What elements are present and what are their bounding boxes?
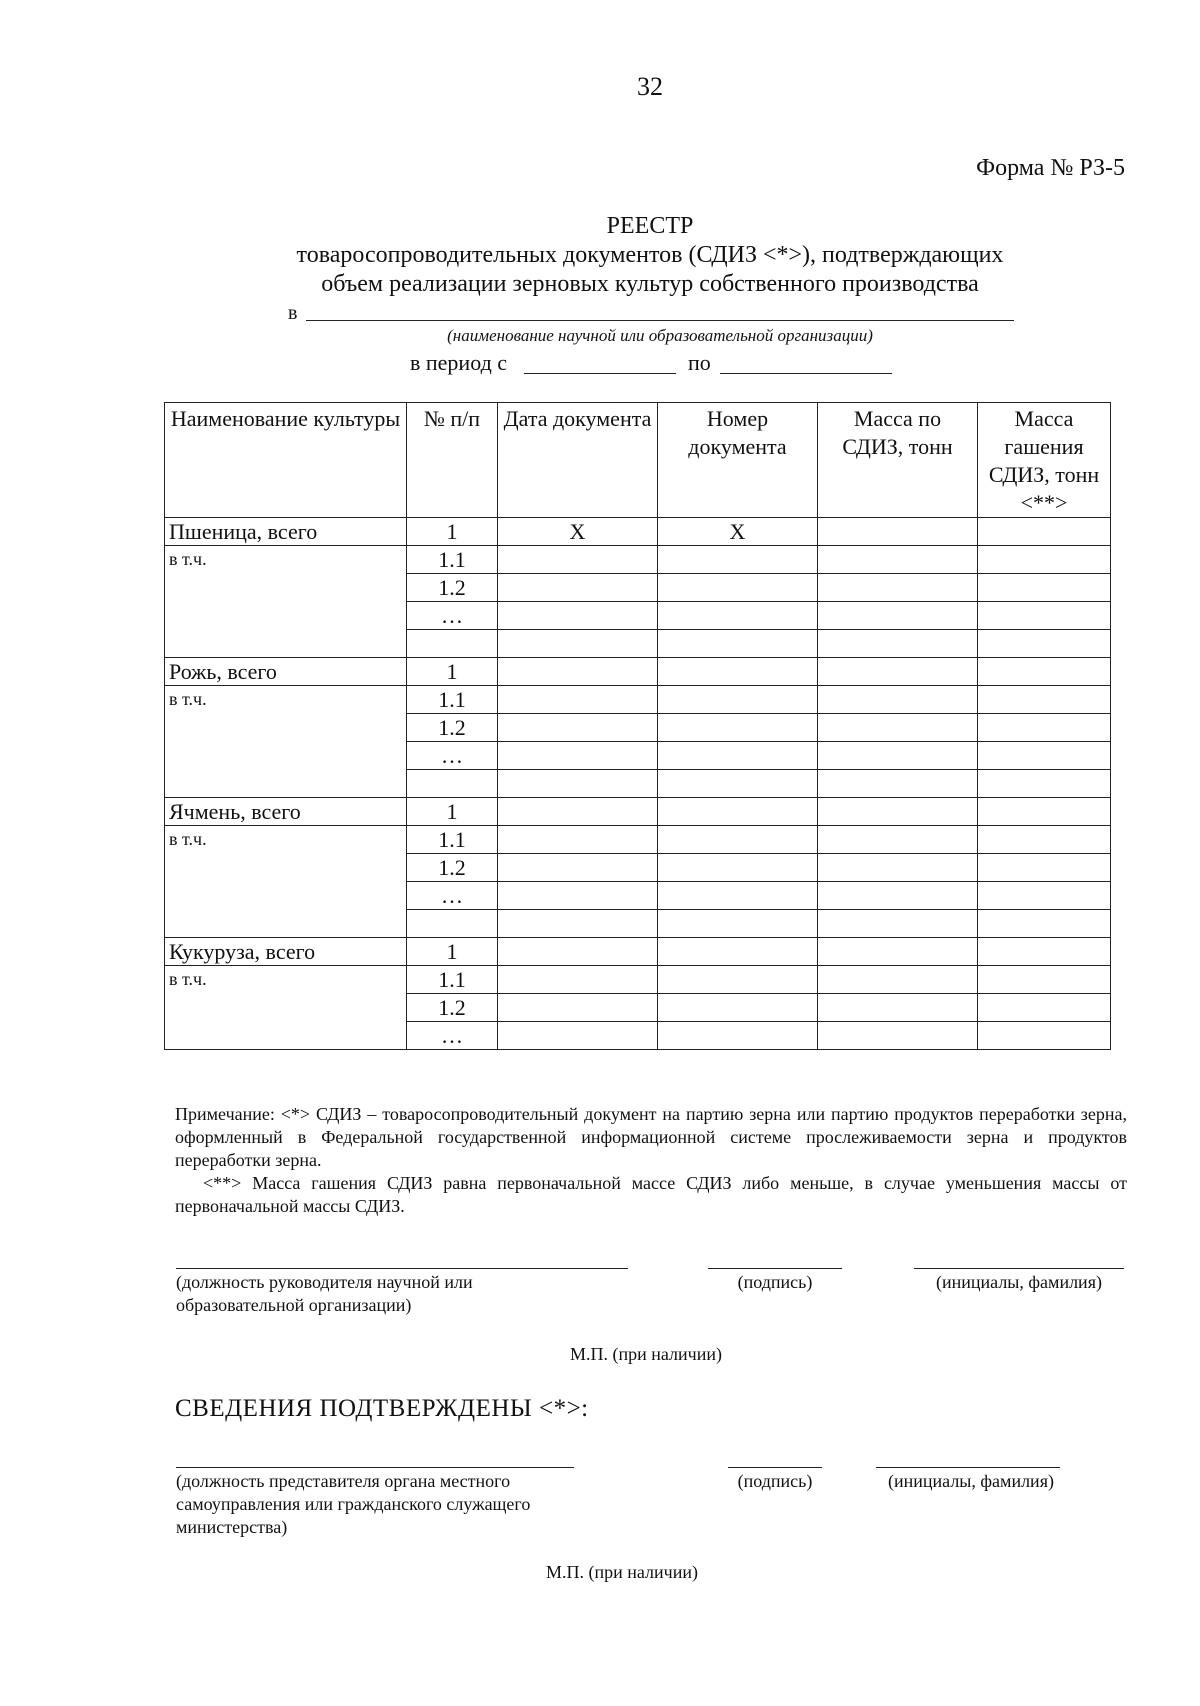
culture-name: Рожь, всего [165,658,407,686]
doc-number-cell[interactable] [658,994,818,1022]
mass-cell[interactable] [818,742,978,770]
doc-number-cell[interactable] [658,826,818,854]
footnote-sdiz: Примечание: <*> СДИЗ – товаросопроводительный документ на партию зерна или партию продуктов переработки зерна, оформленный в Федеральной государственной информационной системе прослеживаемости зерна и продуктов переработки зерна. [175,1104,1127,1170]
table-row [165,826,1111,854]
row-number [407,770,498,798]
table-row [165,938,1111,966]
cancel-mass-cell[interactable] [978,686,1111,714]
period-to-label: по [688,350,711,375]
table-row [165,518,1111,546]
column-header-culture: Наименование культуры [165,403,407,518]
column-header-cancel-mass: Масса гашения СДИЗ, тонн <**> [978,403,1111,518]
mass-cell[interactable] [818,826,978,854]
row-number: … [407,882,498,910]
mass-cell[interactable] [818,770,978,798]
registry-subtitle-line1: товаросопроводительных документов (СДИЗ <*>), подтверждающих [296,242,1004,268]
date-cell[interactable] [498,714,658,742]
column-header-doc-number: Номер документа [658,403,818,518]
registry-table [164,402,1111,1050]
doc-number-cell[interactable] [658,602,818,630]
table-row [165,546,1111,574]
cancel-mass-cell[interactable] [978,714,1111,742]
name-caption: (инициалы, фамилия) [936,1272,1102,1292]
form-number: Форма № РЗ-5 [976,155,1125,181]
culture-name: Кукуруза, всего [165,938,407,966]
signature-line[interactable] [728,1467,822,1468]
cancel-mass-cell[interactable] [978,1022,1111,1050]
signature-caption: (подпись) [737,1471,813,1491]
date-cell[interactable] [498,854,658,882]
doc-number-cell[interactable] [658,770,818,798]
doc-number-cell[interactable] [658,966,818,994]
doc-number-cell[interactable] [658,546,818,574]
cancel-mass-cell[interactable] [978,854,1111,882]
page-number: 32 [637,72,663,101]
cancel-mass-cell[interactable] [978,882,1111,910]
doc-number-cell[interactable] [658,882,818,910]
row-number: 1.2 [407,574,498,602]
doc-number-cell[interactable] [658,938,818,966]
row-number: 1.2 [407,994,498,1022]
date-cell[interactable] [498,658,658,686]
mass-cell[interactable] [818,882,978,910]
date-cell[interactable] [498,882,658,910]
doc-number-cell[interactable] [658,854,818,882]
stamp-note: М.П. (при наличии) [570,1344,722,1364]
doc-number-cell[interactable] [658,630,818,658]
cancel-mass-cell[interactable] [978,574,1111,602]
row-number: 1.2 [407,854,498,882]
mass-cell[interactable] [818,658,978,686]
including-label: в т.ч. [165,826,407,938]
cancel-mass-cell[interactable] [978,546,1111,574]
mass-cell[interactable] [818,714,978,742]
date-cell[interactable] [498,1022,658,1050]
mass-cell[interactable] [818,994,978,1022]
period-from-line[interactable] [524,373,676,374]
cancel-mass-cell[interactable] [978,770,1111,798]
row-number: 1 [407,658,498,686]
row-number: … [407,742,498,770]
mass-cell[interactable] [818,574,978,602]
table-row [165,686,1111,714]
cancel-mass-cell[interactable] [978,910,1111,938]
registry-subtitle-line2: объем реализации зерновых культур собственного производства [321,271,979,297]
including-label: в т.ч. [165,966,407,1050]
row-number: 1 [407,518,498,546]
cancel-mass-cell[interactable] [978,742,1111,770]
date-cell[interactable] [498,546,658,574]
doc-number-cell[interactable] [658,1022,818,1050]
mass-cell[interactable] [818,1022,978,1050]
date-cell[interactable] [498,574,658,602]
representative-position-caption: (должность представителя органа местного самоуправления или гражданского служащего министерства) [176,1471,531,1537]
position-caption: (должность руководителя научной или образовательной организации) [176,1272,473,1315]
footnote-cancel-mass: <**> Масса гашения СДИЗ равна первоначальной массе СДИЗ либо меньше, в случае уменьшения массы от первоначальной массы СДИЗ. [175,1173,1127,1216]
table-row [165,658,1111,686]
row-number [407,910,498,938]
org-name-line[interactable] [306,320,1014,321]
doc-number-cell[interactable] [658,798,818,826]
date-cell[interactable] [498,910,658,938]
mass-cell[interactable] [818,910,978,938]
signature-line[interactable] [708,1268,842,1269]
column-header-mass: Масса по СДИЗ, тонн [818,403,978,518]
representative-position-line[interactable] [176,1467,574,1468]
table-row [165,798,1111,826]
date-cell[interactable] [498,742,658,770]
mass-cell[interactable] [818,546,978,574]
row-number: 1.1 [407,826,498,854]
doc-number-cell[interactable] [658,686,818,714]
cancel-mass-cell[interactable] [978,658,1111,686]
column-header-number: № п/п [407,403,498,518]
cancel-mass-cell[interactable] [978,938,1111,966]
name-signature-line[interactable] [876,1467,1060,1468]
cross-mark: Х [658,518,818,546]
date-cell[interactable] [498,938,658,966]
mass-cell[interactable] [818,686,978,714]
mass-cell[interactable] [818,798,978,826]
cancel-mass-cell[interactable] [978,630,1111,658]
registry-title: РЕЕСТР [606,213,694,239]
cancel-mass-cell[interactable] [978,966,1111,994]
mass-cell[interactable] [818,630,978,658]
culture-name: Пшеница, всего [165,518,407,546]
date-cell[interactable] [498,994,658,1022]
row-number [407,630,498,658]
table-header-row [165,403,1111,518]
date-cell[interactable] [498,798,658,826]
row-number: 1.1 [407,546,498,574]
doc-number-cell[interactable] [658,574,818,602]
confirmed-heading: СВЕДЕНИЯ ПОДТВЕРЖДЕНЫ <*>: [175,1395,589,1422]
row-number: 1.1 [407,686,498,714]
date-cell[interactable] [498,602,658,630]
cancel-mass-cell[interactable] [978,826,1111,854]
doc-number-cell[interactable] [658,910,818,938]
mass-cell[interactable] [818,966,978,994]
cancel-mass-cell[interactable] [978,798,1111,826]
cancel-mass-cell[interactable] [978,518,1111,546]
date-cell[interactable] [498,686,658,714]
row-number: 1.2 [407,714,498,742]
org-prefix: в [288,302,298,324]
date-cell[interactable] [498,630,658,658]
row-number: 1 [407,798,498,826]
cancel-mass-cell[interactable] [978,994,1111,1022]
name-caption: (инициалы, фамилия) [888,1471,1054,1491]
column-header-date: Дата документа [498,403,658,518]
name-signature-line[interactable] [914,1268,1124,1269]
mass-cell[interactable] [818,938,978,966]
date-cell[interactable] [498,770,658,798]
doc-number-cell[interactable] [658,658,818,686]
doc-number-cell[interactable] [658,742,818,770]
doc-number-cell[interactable] [658,714,818,742]
table-row [165,966,1111,994]
stamp-note: М.П. (при наличии) [546,1562,698,1582]
org-caption: (наименование научной или образовательной организации) [447,326,873,345]
including-label: в т.ч. [165,686,407,798]
date-cell[interactable] [498,966,658,994]
culture-name: Ячмень, всего [165,798,407,826]
row-number: … [407,602,498,630]
period-from-label: в период с [410,350,508,375]
mass-cell[interactable] [818,854,978,882]
signature-caption: (подпись) [737,1272,813,1292]
cancel-mass-cell[interactable] [978,602,1111,630]
row-number: 1 [407,938,498,966]
including-label: в т.ч. [165,546,407,658]
position-signature-line[interactable] [176,1268,628,1269]
cross-mark: Х [498,518,658,546]
date-cell[interactable] [498,826,658,854]
row-number: 1.1 [407,966,498,994]
row-number: … [407,1022,498,1050]
mass-cell[interactable] [818,518,978,546]
period-to-line[interactable] [720,373,892,374]
mass-cell[interactable] [818,602,978,630]
